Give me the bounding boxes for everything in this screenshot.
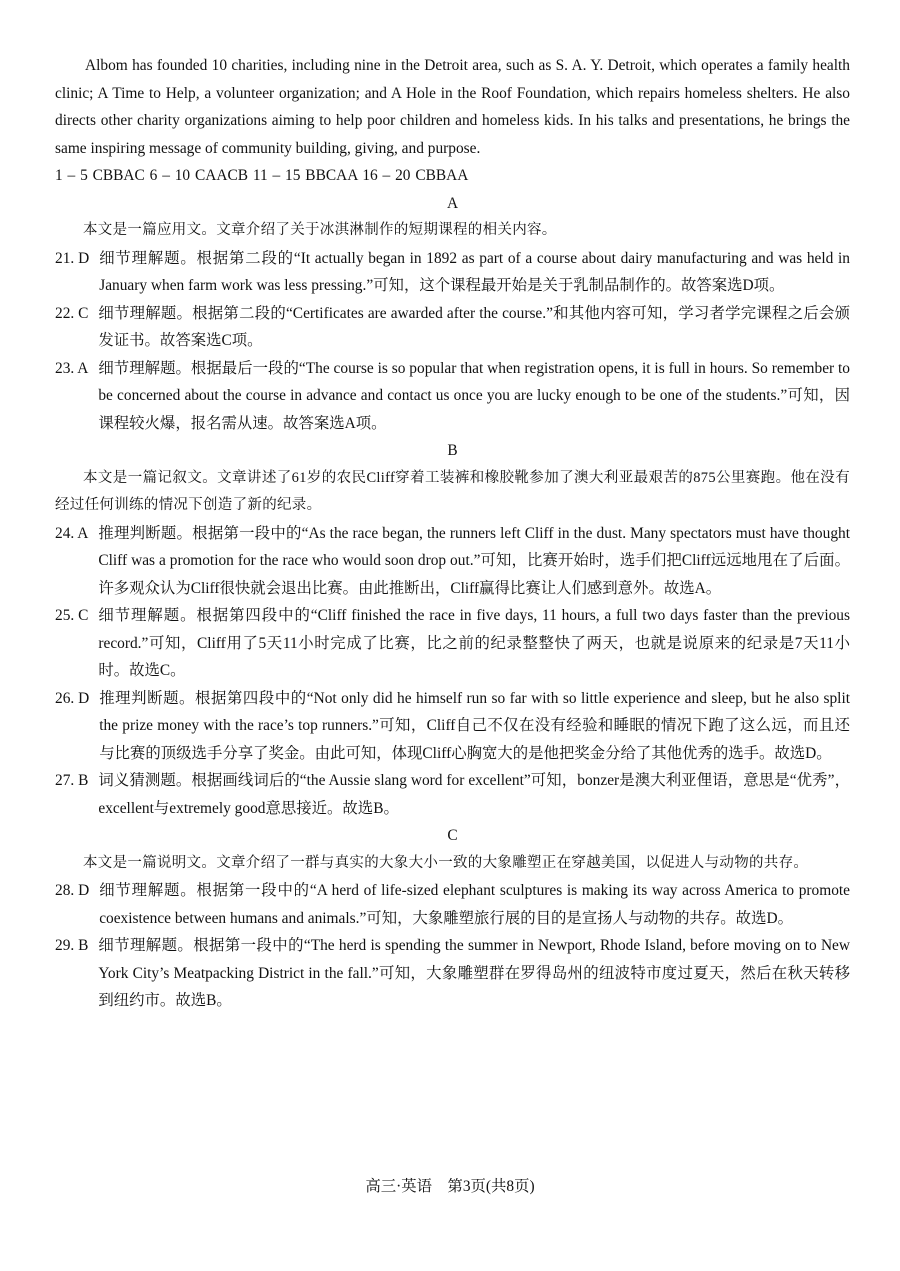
question-explanation: 细节理解题。根据第四段中的“Cliff finished the race in five days, 11 hours, a full two days faster than the previous record.”可知，Cliff用了5天11小时完成了比赛，比之前的纪录整整快了两天，也就是说原来的纪录是7天11小时。故选C。 [98,607,850,679]
question-number: 25. C [55,607,89,624]
question-item [55,520,850,603]
question-item [55,877,850,932]
question-explanation: 细节理解题。根据第二段的“It actually began in 1892 as part of a course about dairy manufacturing and was held in January when farm work was less pressing.”可知，这个课程最开始是关于乳制品制作的。故答案选D项。 [99,249,850,294]
question-number: 21. D [55,249,90,267]
question-item [55,602,850,685]
question-item [55,932,850,1015]
section-summary: 本文是一篇应用文。文章介绍了关于冰淇淋制作的短期课程的相关内容。 [83,222,557,238]
answer-keys: 1 – 5 CBBAC 6 – 10 CAACB 11 – 15 BBCAA 16 – 20 CBBAA [55,167,469,184]
question-number: 28. D [55,882,90,899]
section-heading: C [447,827,458,844]
question-number: 22. C [55,304,89,322]
question-item [55,767,850,822]
question-explanation: 细节理解题。根据第一段中的“The herd is spending the summer in Newport, Rhode Island, before moving on to New York City’s Meatpacking District in the fall.”可知，大象雕塑群在罗得岛州的纽波特市度过夏天，然后在秋天转移到纽约市。故选B。 [98,937,850,1009]
question-explanation: 词义猜测题。根据画线词后的“the Aussie slang word for excellent”可知，bonzer是澳大利亚俚语，意思是“优秀”，excellent与extremely good意思接近。故选B。 [98,772,850,817]
question-item [55,300,850,355]
section-summary: 本文是一篇说明文。文章介绍了一群与真实的大象大小一致的大象雕塑正在穿越美国，以促进人与动物的共存。 [83,854,809,871]
question-explanation: 推理判断题。根据第四段中的“Not only did he himself run so far with so little experience and sleep, but he also split the prize money with the race’s top runners.”可知，Cliff自己不仅在没有经验和睡眠的情况下跑了这么远，而且还与比赛的顶级选手分享了奖金。由此可知，体现Cliff心胸宽大的是他把奖金分给了其他优秀的选手。故选D。 [99,689,850,762]
intro-paragraph: Albom has founded 10 charities, including nine in the Detroit area, such as S. A. Y. Detroit, which operates a family health clinic; A Time to Help, a volunteer organization; and A Hole in the Roof Foundation, which repairs homeless shelters. He also directs other charity organizations aiming to help poor children and homeless kids. In his talks and presentations, he brings the same inspiring message of community building, giving, and purpose. [55,57,850,157]
answer-page [55,52,850,1015]
question-number: 23. A [55,359,89,377]
question-explanation: 细节理解题。根据第二段的“Certificates are awarded after the course.”和其他内容可知，学习者学完课程之后会颁发证书。故答案选C项。 [98,304,850,349]
question-explanation: 细节理解题。根据最后一段的“The course is so popular that when registration opens, it is full in hours. So remember to be concerned about the course in advance and contact us once you are lucky enough to be one of the students.”可知，因课程较火爆，报名需从速。故答案选A项。 [98,359,850,432]
question-explanation: 推理判断题。根据第一段中的“As the race began, the runners left Cliff in the dust. Many spectators must have thought Cliff was a promotion for the race who would soon drop out.”可知，比赛开始时，选手们把Cliff远远地甩在了后面。许多观众认为Cliff很快就会退出比赛。由此推断出，Cliff赢得比赛让人们感到意外。故选A。 [98,524,850,597]
section-b [55,437,850,822]
section-summary: 本文是一篇记叙文。文章讲述了61岁的农民Cliff穿着工装裤和橡胶靴参加了澳大利亚最艰苦的875公里赛跑。他在没有经过任何训练的情况下创造了新的纪录。 [55,469,850,513]
question-item [55,685,850,768]
section-heading: A [446,194,459,212]
page-footer: 高三·英语 第3页(共8页) [365,1178,535,1195]
section-a [55,190,850,438]
question-item [55,355,850,438]
question-number: 29. B [55,937,89,954]
question-number: 24. A [55,524,89,542]
section-heading: B [447,442,458,459]
question-explanation: 细节理解题。根据第一段中的“A herd of life-sized elephant sculptures is making its way across America to promote coexistence between humans and animals.”可知，大象雕塑旅行展的目的是宣扬人与动物的共存。故选D。 [99,882,850,927]
question-number: 26. D [55,689,90,707]
question-number: 27. B [55,772,89,789]
question-item [55,245,850,300]
section-c [55,822,850,1015]
